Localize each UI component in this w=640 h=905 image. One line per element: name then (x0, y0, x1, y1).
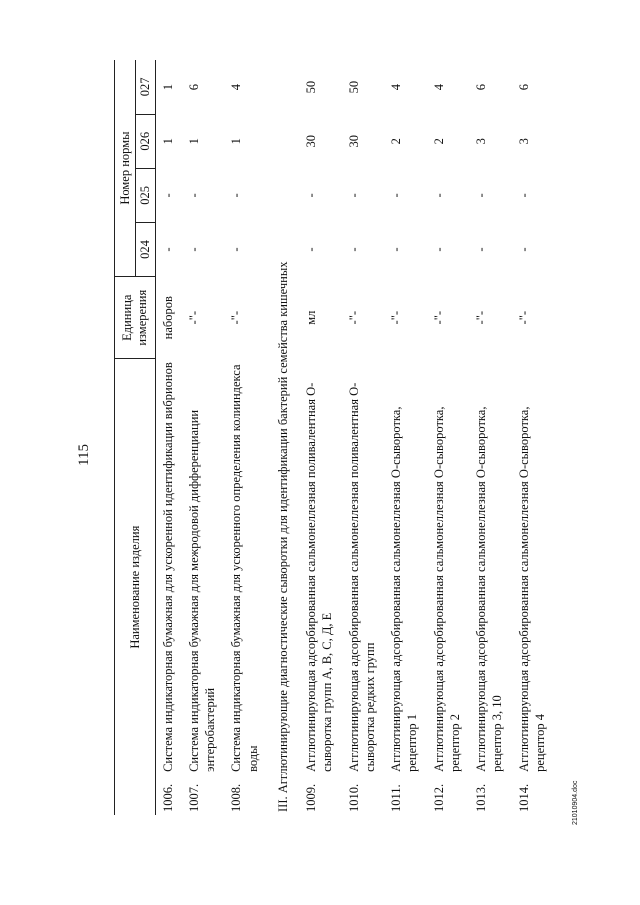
row-norm-025: - (389, 193, 403, 198)
row-norm-026: 30 (304, 135, 318, 148)
row-number: 1007. (186, 783, 201, 812)
header-norm-group: Номер нормы (115, 60, 136, 277)
row-unit: -"- (516, 311, 531, 325)
header-unit-line1: Единица (120, 294, 135, 341)
table-row (469, 60, 512, 815)
row-norm-026: 3 (474, 138, 488, 145)
row-norm-025: - (186, 193, 201, 198)
row-norm-027: 4 (431, 83, 446, 91)
row-norm-024: - (474, 247, 488, 252)
table-row (224, 60, 267, 815)
row-name: Система индикаторная бумажная для ускоренной идентификации вибрионов (160, 362, 175, 772)
row-norm-027: 1 (160, 83, 175, 91)
row-name: Агглютинирующая адсорбированная сальмонеллезная поливалентная О-сыворотка редких групп (346, 382, 377, 772)
row-name: Система индикаторная бумажная для межродовой дифференциации энтеробактерий (186, 409, 217, 772)
table-row (299, 60, 342, 815)
row-unit: -"- (229, 311, 244, 325)
row-name: Система индикаторная бумажная для ускоренного определения колииндекса воды (229, 364, 260, 772)
row-norm-027: 6 (474, 83, 488, 91)
row-name: Агглютинирующая адсорбированная сальмонеллезная О-сыворотка, рецептор 2 (431, 406, 462, 772)
page-number: 115 (76, 444, 92, 466)
table-row (155, 60, 182, 815)
row-norm-026: 1 (229, 138, 244, 145)
row-norm-024: - (160, 247, 175, 252)
header-code-024: 024 (136, 222, 155, 276)
row-norm-027: 4 (389, 83, 403, 91)
row-number: 1013. (474, 783, 488, 812)
table-row (182, 60, 225, 815)
row-norm-024: - (389, 247, 403, 252)
row-norm-024: - (346, 247, 361, 252)
section-row (267, 60, 299, 815)
row-norm-027: 50 (346, 80, 361, 94)
header-code-025: 025 (136, 168, 155, 222)
header-unit-line2: измерения (134, 289, 149, 346)
row-unit: -"- (389, 311, 403, 325)
row-number: 1012. (431, 783, 446, 812)
table-row (384, 60, 427, 815)
row-norm-025: - (431, 193, 446, 198)
row-norm-024: - (516, 247, 531, 252)
row-number: 1014. (516, 783, 531, 812)
row-norm-026: 1 (160, 138, 175, 145)
row-norm-025: - (346, 193, 361, 198)
table-row (512, 60, 555, 815)
row-unit: мл (304, 310, 318, 325)
row-norm-027: 50 (304, 80, 318, 94)
row-norm-024: - (229, 247, 244, 252)
row-number: 1009. (304, 783, 318, 812)
row-norm-025: - (160, 193, 175, 198)
row-unit: -"- (474, 311, 488, 325)
row-norm-027: 6 (186, 83, 201, 91)
row-name: Агглютинирующая адсорбированная сальмонеллезная О-сыворотка, рецептор 1 (389, 406, 420, 772)
row-name: Агглютинирующая адсорбированная сальмонеллезная поливалентная О-сыворотка групп А, В, С, Д, Е (304, 382, 335, 772)
row-norm-026: 3 (516, 138, 531, 145)
header-code-027: 027 (136, 60, 155, 114)
row-number: 1008. (229, 783, 244, 812)
row-norm-025: - (474, 193, 488, 198)
row-name: Агглютинирующая адсорбированная сальмонеллезная О-сыворотка, рецептор 3, 10 (474, 406, 505, 772)
row-norm-024: - (186, 247, 201, 252)
norms-table (114, 60, 554, 815)
row-norm-027: 4 (229, 83, 244, 91)
row-name: Агглютинирующая адсорбированная сальмонеллезная О-сыворотка, рецептор 4 (516, 406, 547, 772)
row-norm-026: 1 (186, 138, 201, 145)
row-norm-025: - (229, 193, 244, 198)
rotated-page (64, 55, 584, 855)
table-row (342, 60, 385, 815)
row-norm-027: 6 (516, 83, 531, 91)
header-name: Наименование изделия (115, 359, 156, 815)
row-norm-024: - (431, 247, 446, 252)
row-unit: наборов (160, 296, 175, 340)
row-unit: -"- (186, 311, 201, 325)
section-title: III. Агглютинирующие диагностические сыворотки для идентификации бактерий семейства кишечных (275, 261, 290, 812)
row-unit: -"- (346, 311, 361, 325)
row-number: 1010. (346, 783, 361, 812)
footer-file-code: 21010904.doc (572, 780, 579, 825)
row-norm-026: 30 (346, 135, 361, 148)
row-norm-025: - (304, 193, 318, 198)
row-norm-026: 2 (389, 138, 403, 145)
row-number: 1006. (160, 783, 175, 812)
table-row (427, 60, 470, 815)
header-unit (115, 277, 156, 359)
row-unit: -"- (431, 311, 446, 325)
header-code-026: 026 (136, 114, 155, 168)
row-number: 1011. (389, 784, 403, 812)
row-norm-026: 2 (431, 138, 446, 145)
row-norm-025: - (516, 193, 531, 198)
row-norm-024: - (304, 247, 318, 252)
